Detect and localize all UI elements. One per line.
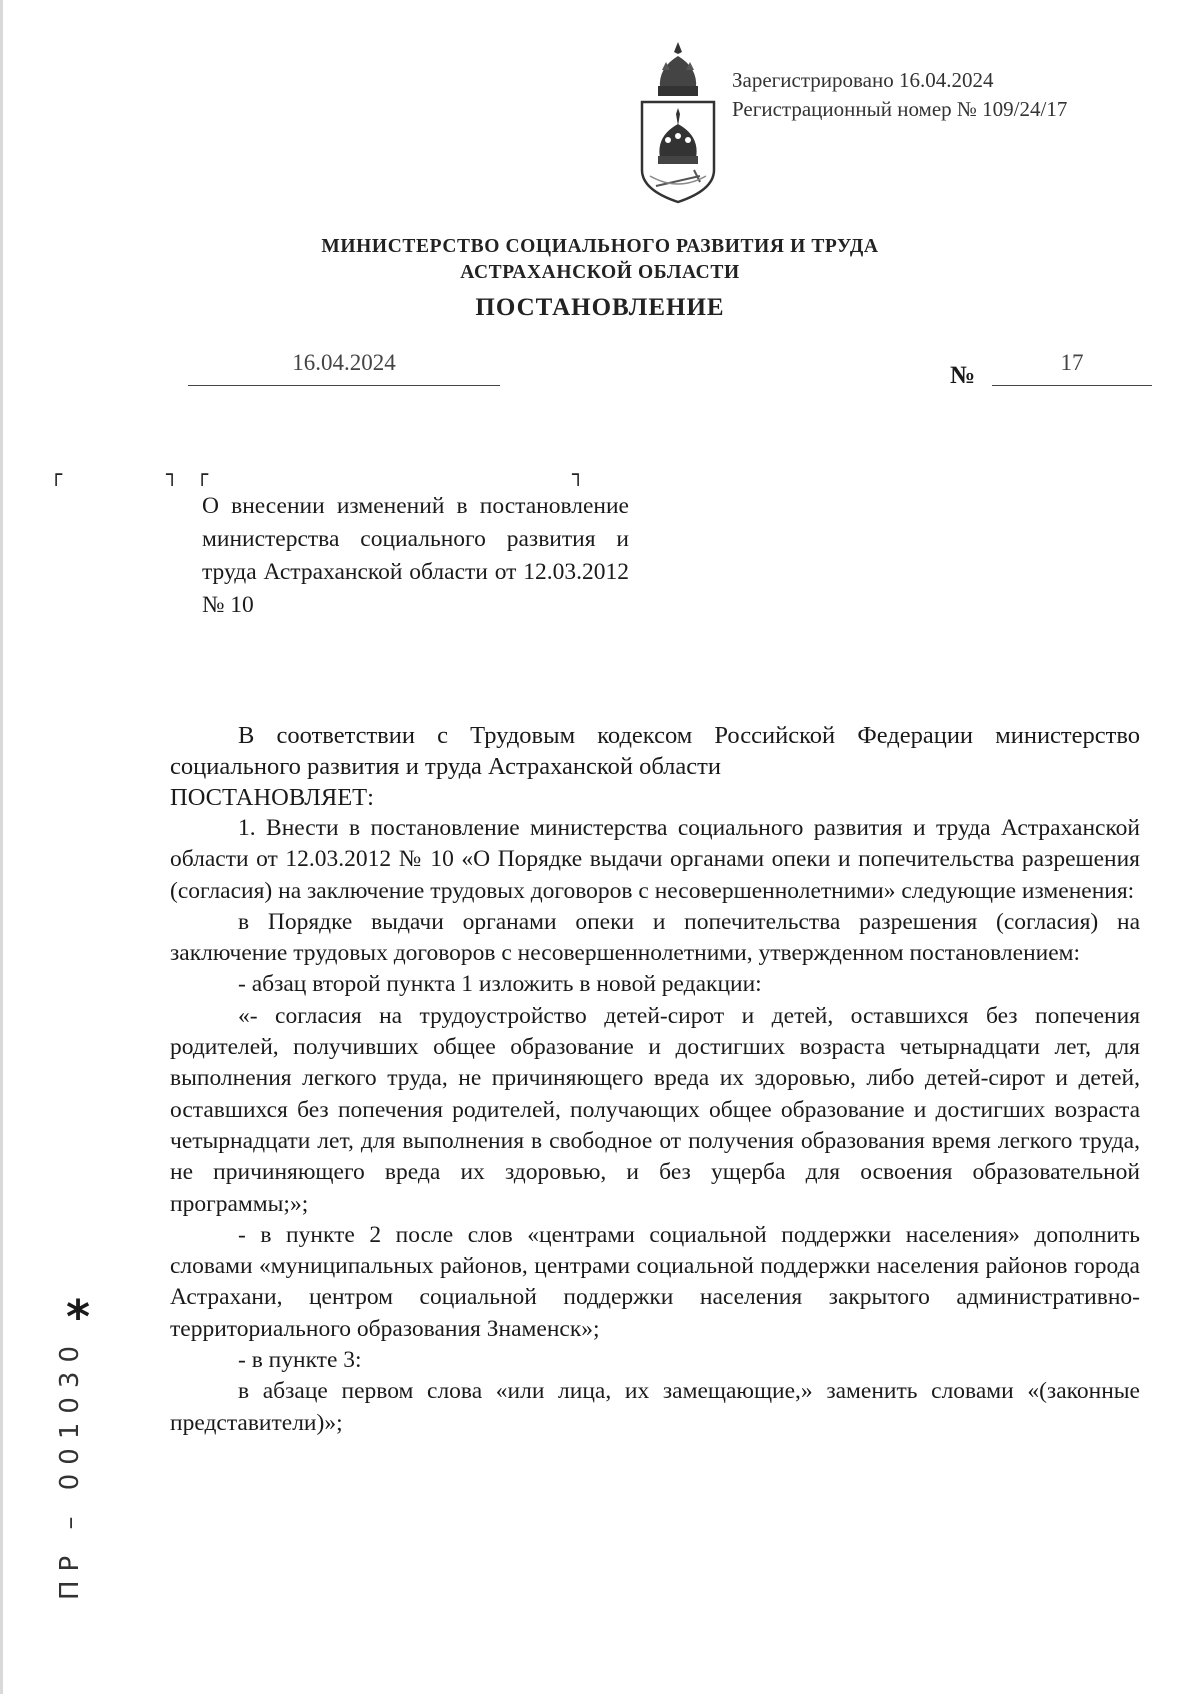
body-paragraph-change3-detail: в абзаце первом слова «или лица, их замещающие,» заменить словами «(законные представители)»; <box>170 1378 1140 1436</box>
body-paragraph-procedure: в Порядке выдачи органами опеки и попечительства разрешения (согласия) на заключение трудовых договоров с несовершеннолетними, утвержденном постановлением: <box>170 908 1140 967</box>
ministry-name-line2: АСТРАХАНСКОЙ ОБЛАСТИ <box>460 262 740 283</box>
body-paragraph-preamble: В соответствии с Трудовым кодексом Российской Федерации министерство социального развития и труда Астраханской области <box>170 722 1140 780</box>
body-paragraph-change1: - абзац второй пункта 1 изложить в новой редакции: <box>238 971 762 998</box>
registration-number: Регистрационный номер № 109/24/17 <box>732 97 1068 121</box>
corner-bracket-mid-right: ┐ <box>166 462 179 486</box>
corner-bracket-left: ┌ <box>50 462 63 486</box>
coat-of-arms-emblem <box>638 40 718 205</box>
corner-bracket-right: ┐ <box>572 462 585 486</box>
margin-star-mark: * <box>66 1290 91 1344</box>
document-series-stamp: ПР – 001030 <box>55 1336 85 1600</box>
document-subject: О внесении изменений в постановление министерства социального развития и труда Астраханской области от 12.03.2012 № 10 <box>202 493 629 618</box>
corner-bracket-mid-left: ┌ <box>196 462 209 486</box>
document-body <box>170 720 1140 1439</box>
number-sign: № <box>950 362 976 389</box>
body-paragraph-change3: - в пункте 3: <box>238 1347 362 1374</box>
body-paragraph-change2: - в пункте 2 после слов «центрами социальной поддержки населения» дополнить словами «муниципальных районов, центрами социальной поддержки населения районов города Астрахани, центром социальной поддержки населения закрытого административно-территориального образования Знаменск»; <box>170 1221 1140 1342</box>
body-resolves: ПОСТАНОВЛЯЕТ: <box>170 784 374 811</box>
registration-block <box>732 66 1067 124</box>
body-paragraph-new-wording: «- согласия на трудоустройство детей-сирот и детей, оставшихся без попечения родителей, получивших общее образование и достигших возраста четырнадцати лет, для выполнения легкого труда, не причиняющего вреда их здоровью, либо детей-сирот и детей, оставшихся без попечения родителей, получающих общее образование и достигших возраста четырнадцати лет, для выполнения в свободное от получения образования время легкого труда, не причиняющего вреда их здоровью, и без ущерба для освоения образовательной программы;»; <box>170 1002 1140 1217</box>
document-number: 17 <box>992 350 1152 386</box>
document-date: 16.04.2024 <box>188 350 500 386</box>
body-paragraph-item1: 1. Внести в постановление министерства социального развития и труда Астраханской области от 12.03.2012 № 10 «О Порядке выдачи органами опеки и попечительства разрешения (согласия) на заключение трудовых договоров с несовершеннолетними» следующие изменения: <box>170 815 1140 904</box>
ministry-name-line1: МИНИСТЕРСТВО СОЦИАЛЬНОГО РАЗВИТИЯ И ТРУДА <box>321 236 879 257</box>
document-type-title: ПОСТАНОВЛЕНИЕ <box>475 294 725 321</box>
registration-date: Зарегистрировано 16.04.2024 <box>732 68 994 92</box>
